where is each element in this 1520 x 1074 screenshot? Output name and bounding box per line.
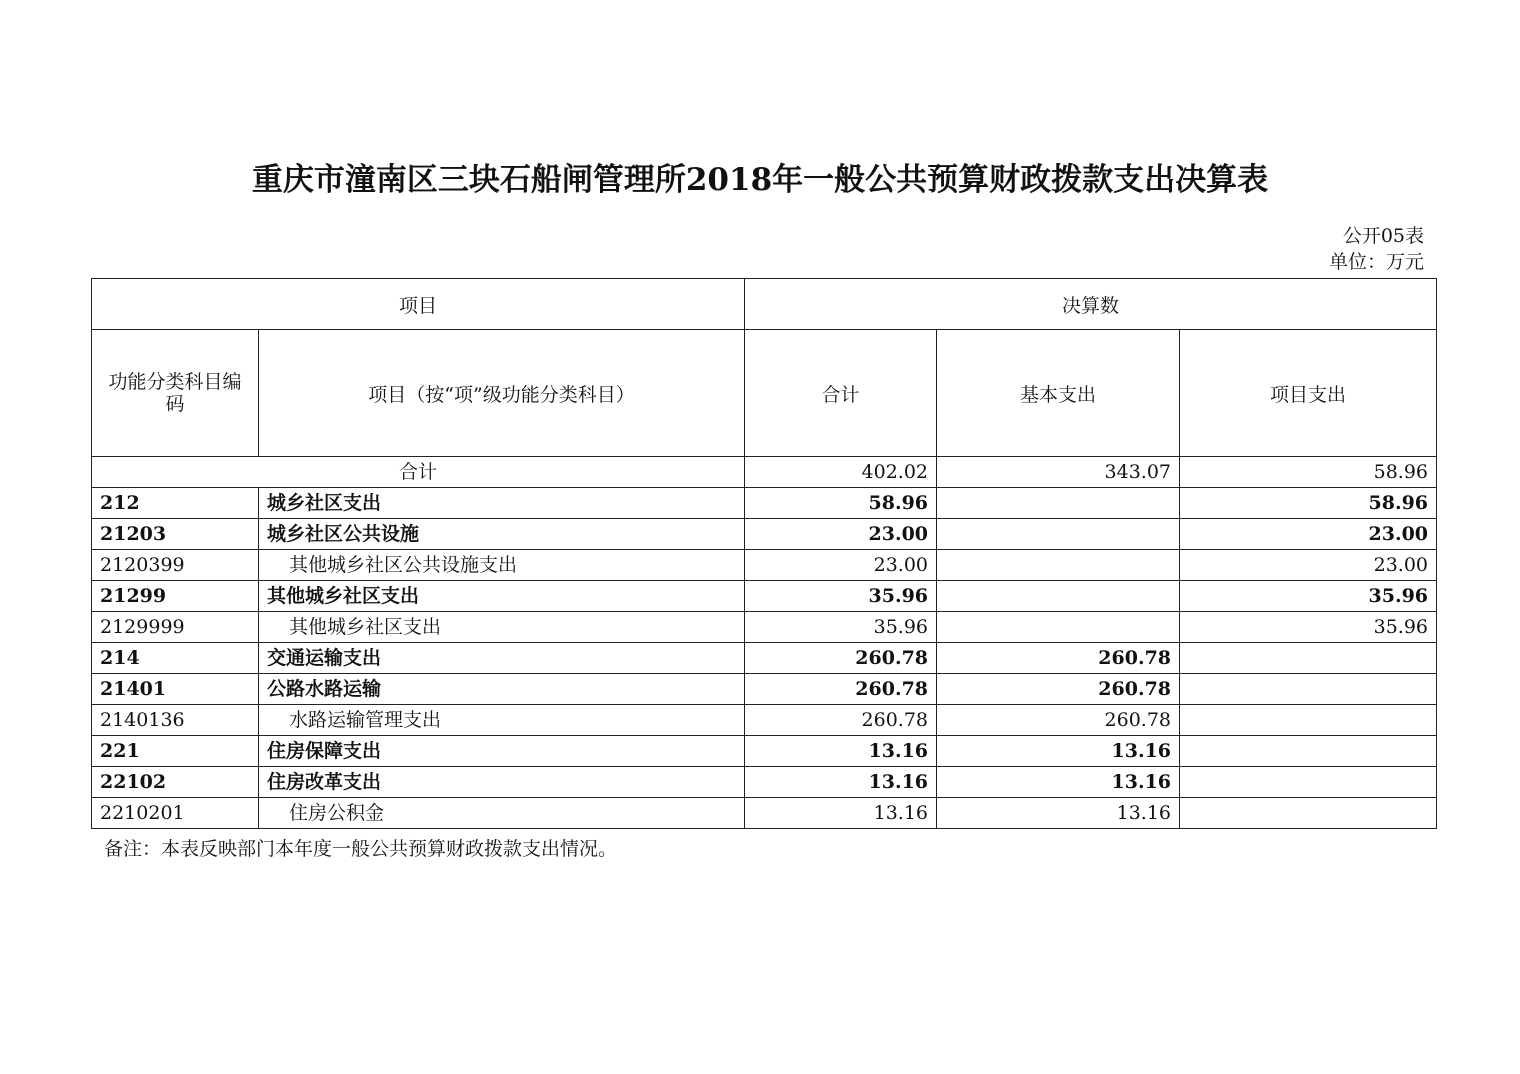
row-name: 住房改革支出 [259, 767, 745, 798]
row-basic [937, 581, 1180, 612]
footnote: 备注：本表反映部门本年度一般公共预算财政拨款支出情况。 [104, 838, 618, 860]
row-basic: 260.78 [937, 705, 1180, 736]
row-project [1180, 705, 1437, 736]
row-code: 214 [92, 643, 259, 674]
row-code: 21203 [92, 519, 259, 550]
header-item-name: 项目（按“项”级功能分类科目） [259, 330, 745, 457]
row-total: 260.78 [745, 705, 937, 736]
table-row [92, 550, 1437, 581]
row-name: 公路水路运输 [259, 674, 745, 705]
header-project: 项目 [92, 279, 745, 330]
row-total: 23.00 [745, 550, 937, 581]
row-total: 13.16 [745, 736, 937, 767]
table-row [92, 612, 1437, 643]
row-code: 2210201 [92, 798, 259, 829]
table-row [92, 767, 1437, 798]
row-project [1180, 736, 1437, 767]
row-project [1180, 798, 1437, 829]
row-total: 260.78 [745, 643, 937, 674]
row-project: 35.96 [1180, 581, 1437, 612]
header-code: 功能分类科目编码 [92, 330, 259, 457]
row-total: 260.78 [745, 674, 937, 705]
table-row [92, 519, 1437, 550]
row-total: 13.16 [745, 767, 937, 798]
row-code: 2140136 [92, 705, 259, 736]
row-total: 58.96 [745, 488, 937, 519]
row-basic: 260.78 [937, 643, 1180, 674]
table-row [92, 643, 1437, 674]
row-name: 其他城乡社区支出 [259, 581, 745, 612]
header-settlement: 决算数 [745, 279, 1437, 330]
row-total: 23.00 [745, 519, 937, 550]
row-project: 58.96 [1180, 488, 1437, 519]
table-row [92, 736, 1437, 767]
table-row [92, 674, 1437, 705]
row-project [1180, 767, 1437, 798]
unit-label: 单位：万元 [1328, 251, 1424, 273]
row-name: 住房保障支出 [259, 736, 745, 767]
row-basic [937, 488, 1180, 519]
table-row [92, 581, 1437, 612]
total-basic: 343.07 [937, 457, 1180, 488]
row-name: 住房公积金 [259, 798, 745, 829]
total-project: 58.96 [1180, 457, 1437, 488]
table-row [92, 488, 1437, 519]
row-code: 221 [92, 736, 259, 767]
form-number: 公开05表 [1342, 225, 1424, 247]
row-name: 水路运输管理支出 [259, 705, 745, 736]
header-basic: 基本支出 [937, 330, 1180, 457]
row-total: 35.96 [745, 612, 937, 643]
row-code: 21299 [92, 581, 259, 612]
header-total: 合计 [745, 330, 937, 457]
table-row [92, 705, 1437, 736]
row-project: 23.00 [1180, 519, 1437, 550]
total-sum: 402.02 [745, 457, 937, 488]
table-header-row-2 [92, 330, 1437, 457]
row-basic: 13.16 [937, 736, 1180, 767]
table-header-row-1 [92, 279, 1437, 330]
row-name: 其他城乡社区公共设施支出 [259, 550, 745, 581]
row-basic [937, 519, 1180, 550]
header-project-expense: 项目支出 [1180, 330, 1437, 457]
page-title: 重庆市潼南区三块石船闸管理所2018年一般公共预算财政拨款支出决算表 [251, 162, 1269, 198]
row-name: 其他城乡社区支出 [259, 612, 745, 643]
row-project: 35.96 [1180, 612, 1437, 643]
row-code: 212 [92, 488, 259, 519]
row-name: 城乡社区支出 [259, 488, 745, 519]
row-code: 22102 [92, 767, 259, 798]
table-row [92, 798, 1437, 829]
row-basic [937, 612, 1180, 643]
row-name: 交通运输支出 [259, 643, 745, 674]
row-total: 35.96 [745, 581, 937, 612]
row-basic: 260.78 [937, 674, 1180, 705]
row-name: 城乡社区公共设施 [259, 519, 745, 550]
budget-table [91, 278, 1437, 829]
row-basic [937, 550, 1180, 581]
row-code: 2129999 [92, 612, 259, 643]
total-row [92, 457, 1437, 488]
row-basic: 13.16 [937, 798, 1180, 829]
row-project [1180, 674, 1437, 705]
row-total: 13.16 [745, 798, 937, 829]
total-label: 合计 [92, 457, 745, 488]
row-code: 21401 [92, 674, 259, 705]
row-project: 23.00 [1180, 550, 1437, 581]
row-basic: 13.16 [937, 767, 1180, 798]
row-project [1180, 643, 1437, 674]
row-code: 2120399 [92, 550, 259, 581]
